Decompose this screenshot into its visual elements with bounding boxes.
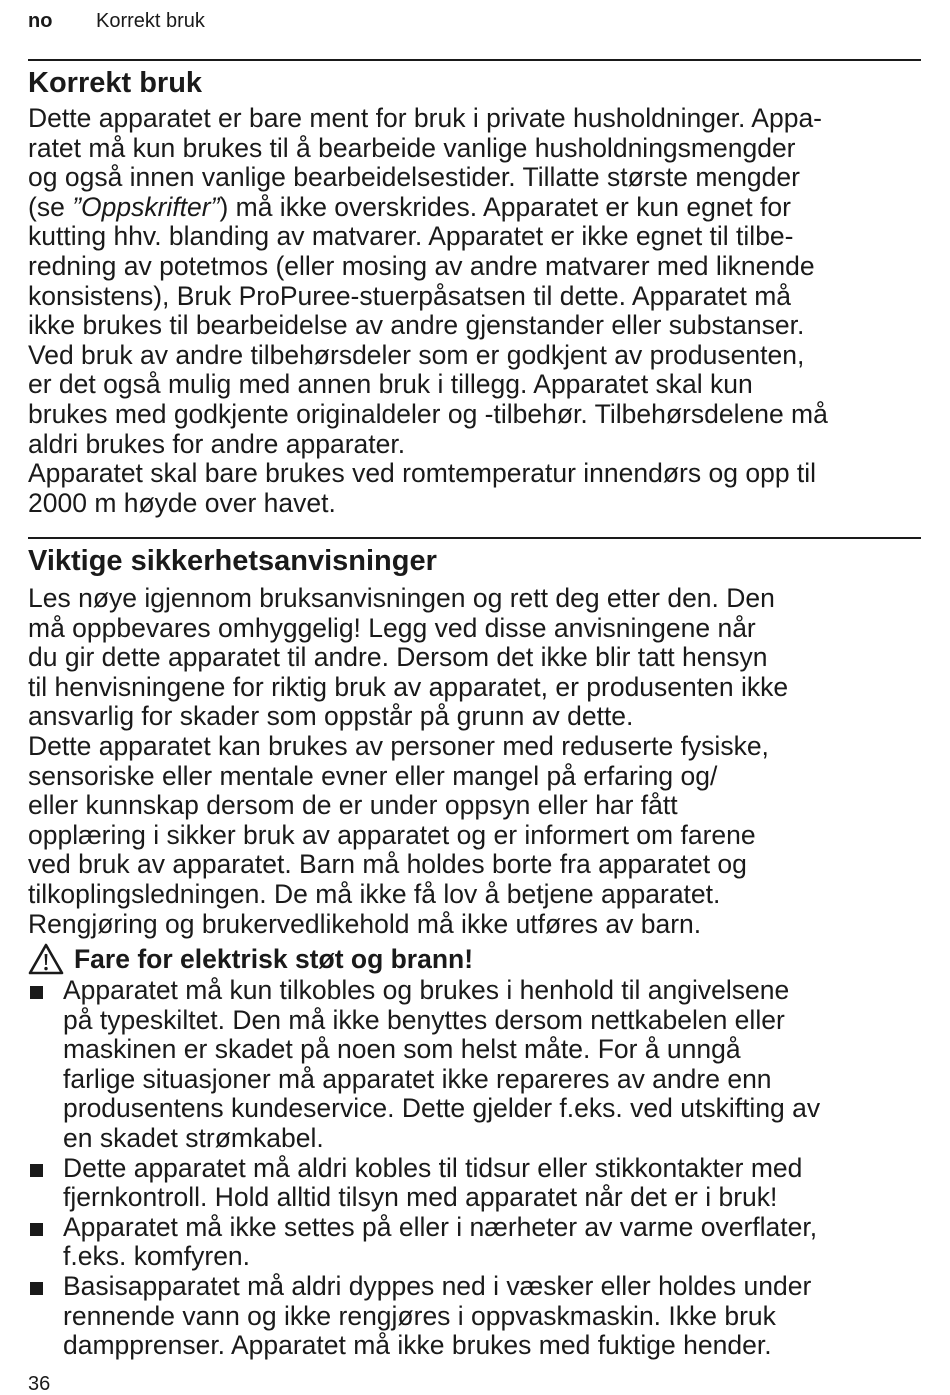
text-line: Dette apparatet kan brukes av personer med reduserte fysiske, — [28, 730, 769, 761]
safety-text — [28, 584, 921, 939]
text-line: Basisapparatet må aldri dyppes ned i væsker eller holdes under — [63, 1270, 812, 1301]
header-section-title: Korrekt bruk — [96, 10, 205, 32]
list-item — [28, 1272, 921, 1361]
text-line: Apparatet skal bare brukes ved romtemperatur innendørs og opp til — [28, 458, 817, 489]
text-line: eller kunnskap dersom de er under oppsyn eller har fått — [28, 790, 678, 821]
text-line: konsistens), Bruk ProPuree-stuerpåsatsen til dette. Apparatet må — [28, 280, 792, 311]
warning-list — [28, 976, 921, 1361]
text-line: Dette apparatet er bare ment for bruk i private husholdninger. Appa- — [28, 103, 823, 133]
section-divider — [28, 59, 921, 61]
text-line: ratet må kun brukes til å bearbeide vanlige husholdningsmengder — [28, 132, 796, 163]
text-line: produsentens kundeservice. Dette gjelder f.eks. ved utskifting av — [63, 1093, 821, 1124]
language-code: no — [28, 10, 53, 32]
text-line: må oppbevares omhyggelig! Legg ved disse anvisningene når — [28, 612, 756, 643]
text-line: til henvisningene for riktig bruk av apparatet, er produsenten ikke — [28, 671, 789, 702]
text-line: Apparatet må kun tilkobles og brukes i henhold til angivelsene — [63, 975, 790, 1005]
text-line: og også innen vanlige bearbeidelsestider. Tillatte største mengder — [28, 162, 800, 193]
bullet-square-icon — [30, 1164, 43, 1177]
list-item — [28, 1154, 921, 1213]
electric-shock-warning — [28, 943, 473, 975]
list-item — [28, 976, 921, 1154]
text-line: brukes med godkjente originaldeler og -tilbehør. Tilbehørsdelene må — [28, 398, 828, 429]
text-line: en skadet strømkabel. — [63, 1122, 324, 1153]
warning-triangle-icon — [28, 943, 64, 975]
text-line: tilkoplingsledningen. De må ikke få lov å betjene apparatet. — [28, 878, 721, 909]
text-line: ansvarlig for skader som oppstår på grunn av dette. — [28, 701, 634, 732]
text-line: sensoriske eller mentale evner eller mangel på erfaring og/ — [28, 760, 718, 791]
text-line: (se ”Oppskrifter”) må ikke overskrides. Apparatet er kun egnet for — [28, 191, 791, 222]
text-line: Ved bruk av andre tilbehørsdeler som er godkjent av produsenten, — [28, 339, 805, 370]
text-line: Les nøye igjennom bruksanvisningen og rett deg etter den. Den — [28, 583, 775, 613]
text-line: du gir dette apparatet til andre. Dersom det ikke blir tatt hensyn — [28, 642, 768, 673]
list-item — [28, 1213, 921, 1272]
text-line: dampprenser. Apparatet må ikke brukes med fuktige hender. — [63, 1330, 772, 1361]
text-line: farlige situasjoner må apparatet ikke repareres av andre enn — [63, 1063, 772, 1094]
bullet-square-icon — [30, 1282, 43, 1295]
section-title-correct-use: Korrekt bruk — [28, 67, 203, 99]
running-header — [28, 9, 205, 33]
text-line: kutting hhv. blanding av matvarer. Apparatet er ikke egnet til tilbe- — [28, 221, 794, 252]
text-line: maskinen er skadet på noen som helst måte. For å unngå — [63, 1034, 741, 1065]
section-divider — [28, 537, 921, 539]
section-title-safety: Viktige sikkerhetsanvisninger — [28, 545, 437, 577]
text-line: ikke brukes til bearbeidelse av andre gjenstander eller substanser. — [28, 310, 805, 341]
text-line: Dette apparatet må aldri kobles til tidsur eller stikkontakter med — [63, 1152, 803, 1183]
page-number: 36 — [28, 1373, 51, 1395]
bullet-square-icon — [30, 1223, 43, 1236]
text-line: Rengjøring og brukervedlikehold må ikke utføres av barn. — [28, 908, 702, 939]
correct-use-text — [28, 104, 921, 518]
text-line: redning av potetmos (eller mosing av andre matvarer med liknende — [28, 250, 815, 281]
bullet-square-icon — [30, 986, 43, 999]
text-line: opplæring i sikker bruk av apparatet og er informert om farene — [28, 819, 756, 850]
text-line: rennende vann og ikke rengjøres i oppvaskmaskin. Ikke bruk — [63, 1300, 776, 1331]
text-line: fjernkontroll. Hold alltid tilsyn med apparatet når det er i bruk! — [63, 1182, 778, 1213]
text-line: f.eks. komfyren. — [63, 1241, 251, 1272]
text-line: ved bruk av apparatet. Barn må holdes borte fra apparatet og — [28, 849, 747, 880]
text-line: på typeskiltet. Den må ikke benyttes dersom nettkabelen eller — [63, 1004, 785, 1035]
text-line: aldri brukes for andre apparater. — [28, 428, 406, 459]
text-line: er det også mulig med annen bruk i tillegg. Apparatet skal kun — [28, 369, 753, 400]
text-line: 2000 m høyde over havet. — [28, 487, 336, 518]
recipes-reference: ”Oppskrifter” — [72, 191, 220, 222]
text-line: Apparatet må ikke settes på eller i nærheter av varme overflater, — [63, 1211, 818, 1242]
warning-title: Fare for elektrisk støt og brann! — [74, 944, 474, 974]
